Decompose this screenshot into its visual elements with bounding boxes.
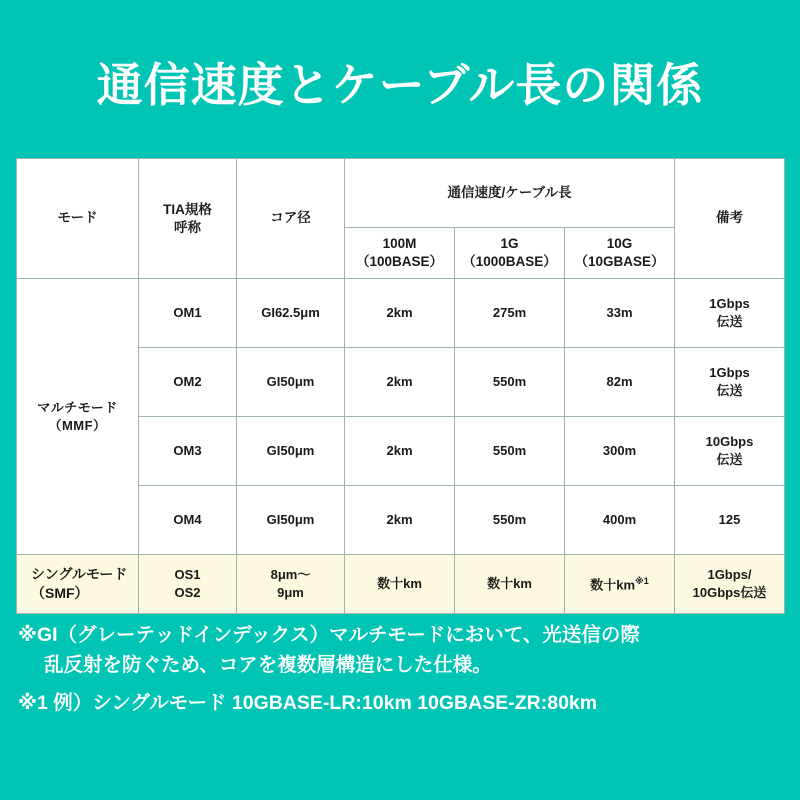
mode-mmf-line1: マルチモード [37,399,118,415]
cell-1g: 550m [455,417,565,486]
header-note: 備考 [675,159,785,279]
cell-core: GI62.5μm [237,279,345,348]
cell-tia-smf-line2: OS2 [174,585,201,600]
mode-smf-line1: シングルモード [31,566,128,583]
table-row-smf [17,555,785,614]
cell-core-smf [237,555,345,614]
footnote-gi-line1: ※GI（グレーテッドインデックス）マルチモードにおいて、光送信の際 [18,624,640,646]
cell-note-line2: 伝送 [716,452,743,467]
footnote-example: ※1 例）シングルモード 10GBASE-LR:10km 10GBASE-ZR:80km [18,692,598,715]
cell-tia: OM3 [139,417,237,486]
cell-tia-smf [139,555,237,614]
header-tia-line2: 呼称 [174,220,201,236]
cell-100m-smf: 数十km [345,555,455,614]
header-speed-10g-line1: 10G [606,235,633,251]
header-speed-100m [345,228,455,279]
cell-note-smf-line2: 10Gbps伝送 [692,585,767,600]
table-row [17,279,785,348]
header-speed-1g-line1: 1G [500,235,519,251]
cell-10g: 82m [565,348,675,417]
cell-10g-smf [565,555,675,614]
header-speed-10g [565,228,675,279]
mode-smf-line2: （SMF） [31,585,89,601]
cell-10g: 400m [565,486,675,555]
table-header-row-1 [17,159,785,228]
header-speed-group: 通信速度/ケーブル長 [345,159,675,228]
cell-10g: 300m [565,417,675,486]
cell-tia-smf-line1: OS1 [174,567,201,583]
header-speed-10g-line2: （10GBASE） [574,254,665,269]
cell-note [675,279,785,348]
footnote-gi-line2: 乱反射を防ぐため、コアを複数層構造にした仕様。 [44,654,492,677]
cell-10g-smf-footnote-marker: ※1 [635,575,649,586]
spec-table-wrapper [16,158,784,614]
cell-10g: 33m [565,279,675,348]
cell-tia: OM1 [139,279,237,348]
header-speed-1g-line2: （1000BASE） [462,254,557,269]
cell-note [675,348,785,417]
cell-tia: OM2 [139,348,237,417]
footnotes [18,620,788,719]
page-title: 通信速度とケーブル長の関係 [96,59,704,111]
cell-core-smf-line1: 8μm～ [270,567,311,583]
cell-note-smf [675,555,785,614]
cell-tia: OM4 [139,486,237,555]
cell-1g-smf: 数十km [455,555,565,614]
cell-note-line1: 10Gbps [705,434,754,450]
cell-mode-smf [17,555,139,614]
cell-note-line1: 1Gbps [709,296,750,312]
spec-table [16,158,785,614]
header-core: コア径 [237,159,345,279]
header-tia [139,159,237,279]
cell-note-smf-line1: 1Gbps/ [707,567,752,583]
header-speed-1g [455,228,565,279]
cell-100m: 2km [345,417,455,486]
cell-100m: 2km [345,348,455,417]
cell-core: GI50μm [237,486,345,555]
cell-note-line2: 伝送 [716,314,743,329]
header-speed-100m-line2: （100BASE） [355,254,444,269]
mode-mmf-line2: （MMF） [48,417,107,433]
cell-note-line2: 伝送 [716,383,743,398]
cell-note: 125 [675,486,785,555]
cell-note [675,417,785,486]
header-speed-100m-line1: 100M [382,235,417,251]
cell-100m: 2km [345,486,455,555]
cell-core: GI50μm [237,417,345,486]
cell-1g: 550m [455,348,565,417]
cell-1g: 275m [455,279,565,348]
cell-100m: 2km [345,279,455,348]
cell-core-smf-line2: 9μm [277,585,304,600]
cell-10g-smf-value: 数十km [590,576,636,592]
header-mode: モード [17,159,139,279]
header-tia-line1: TIA規格 [163,201,212,217]
cell-1g: 550m [455,486,565,555]
cell-note-line1: 1Gbps [709,365,750,381]
cell-mode-mmf [17,279,139,555]
cell-core: GI50μm [237,348,345,417]
